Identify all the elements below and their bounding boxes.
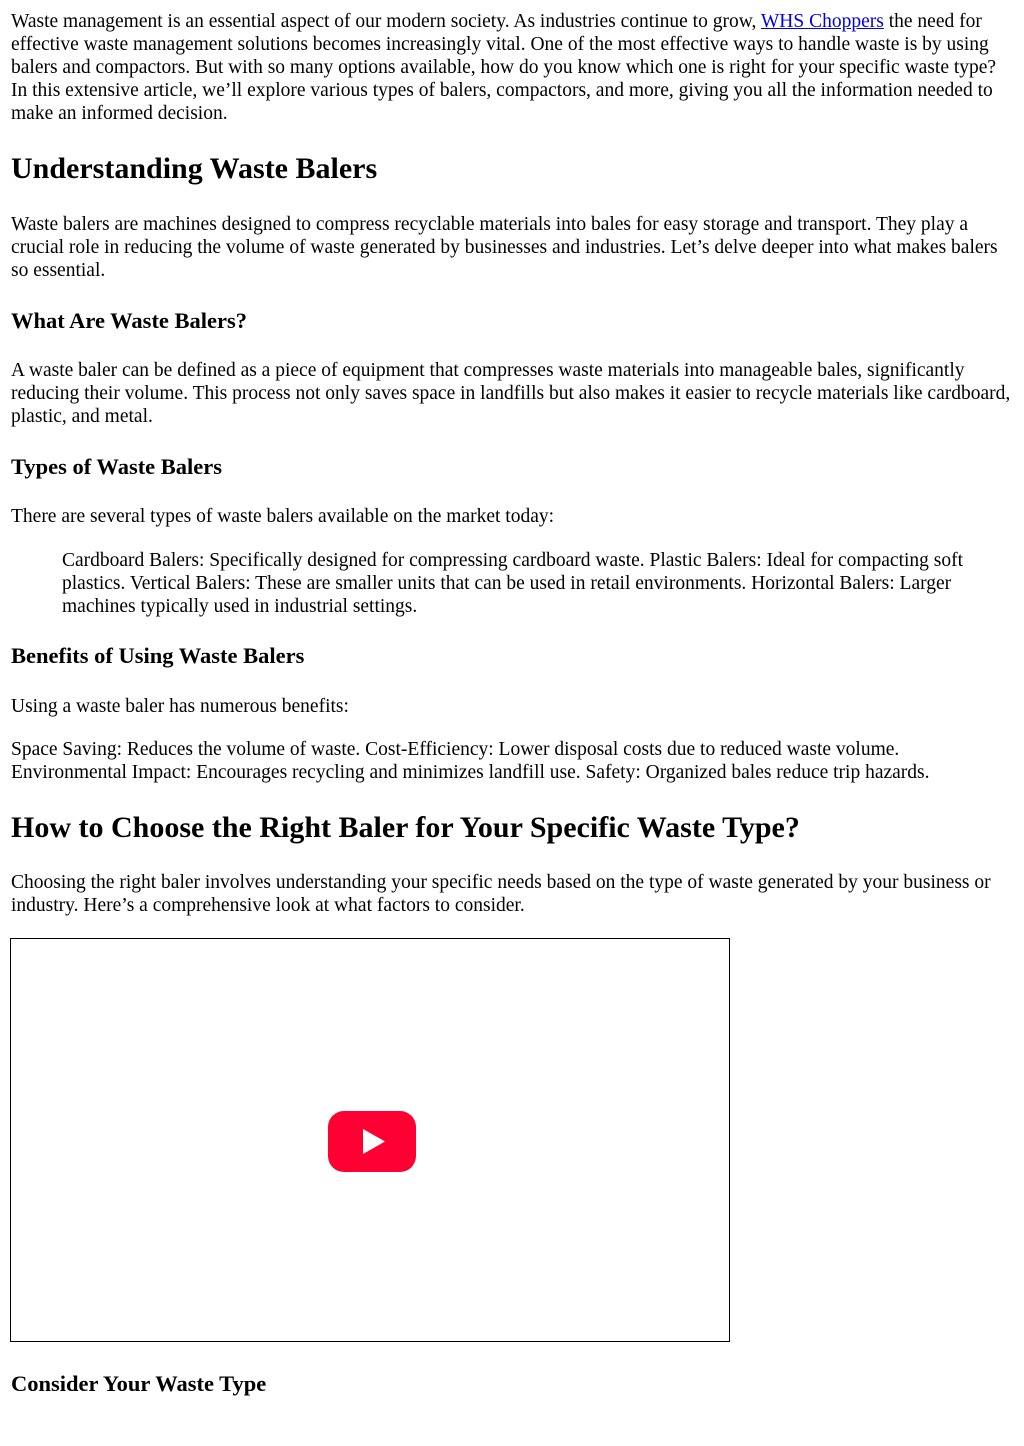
- intro-text-after: the need for effective waste management solutions becomes increasingly vital. One of the most effective ways to handle waste is by using balers and compactors. But with so many options available, how do you know which one is right for your specific waste type? In this extensive article, we’ll explore various types of balers, compactors, and more, giving you all the information needed to make an informed decision.: [11, 11, 997, 124]
- benefits-paragraph: Using a waste baler has numerous benefits:: [11, 696, 349, 717]
- intro-text-before: Waste management is an essential aspect of our modern society. As industries continue to grow,: [11, 11, 761, 32]
- benefits-list-text: Space Saving: Reduces the volume of waste. Cost-Efficiency: Lower disposal costs due to reduced waste volume. Environmental Impact: Encourages recycling and minimizes landfill use. Safety: Organized bales reduce trip hazards.: [11, 739, 930, 783]
- heading-types-of-waste-balers: Types of Waste Balers: [11, 454, 223, 479]
- what-paragraph: A waste baler can be defined as a piece of equipment that compresses waste materials into manageable bales, significantly reducing their volume. This process not only saves space in landfills but also makes it easier to recycle materials like cardboard, plastic, and metal.: [11, 360, 1011, 427]
- whs-choppers-link[interactable]: WHS Choppers: [760, 11, 884, 32]
- heading-benefits-of-using-waste-balers: Benefits of Using Waste Balers: [11, 643, 305, 668]
- heading-how-to-choose: How to Choose the Right Baler for Your Specific Waste Type?: [11, 811, 800, 844]
- heading-understanding-waste-balers: Understanding Waste Balers: [11, 152, 378, 185]
- heading-consider-your-waste-type: Consider Your Waste Type: [11, 1371, 267, 1396]
- understanding-paragraph: Waste balers are machines designed to compress recyclable materials into bales for easy storage and transport. They play a crucial role in reducing the volume of waste generated by businesses and industries. Let’s delve deeper into what makes balers so essential.: [11, 214, 998, 281]
- types-blockquote: Cardboard Balers: Specifically designed for compressing cardboard waste. Plastic Balers: Ideal for compacting soft plastics. Vertical Balers: These are smaller units that can be used in retail environments. Horizontal Balers: Larger machines typically used in industrial settings.: [62, 550, 964, 617]
- heading-what-are-waste-balers: What Are Waste Balers?: [11, 308, 248, 333]
- embedded-video[interactable]: [10, 938, 730, 1342]
- intro-paragraph: [11, 10, 1013, 125]
- choose-paragraph: Choosing the right baler involves understanding your specific needs based on the type of waste generated by your business or industry. Here’s a comprehensive look at what factors to consider.: [11, 872, 991, 916]
- youtube-play-icon[interactable]: [328, 1111, 416, 1172]
- types-paragraph: There are several types of waste balers available on the market today:: [11, 506, 555, 527]
